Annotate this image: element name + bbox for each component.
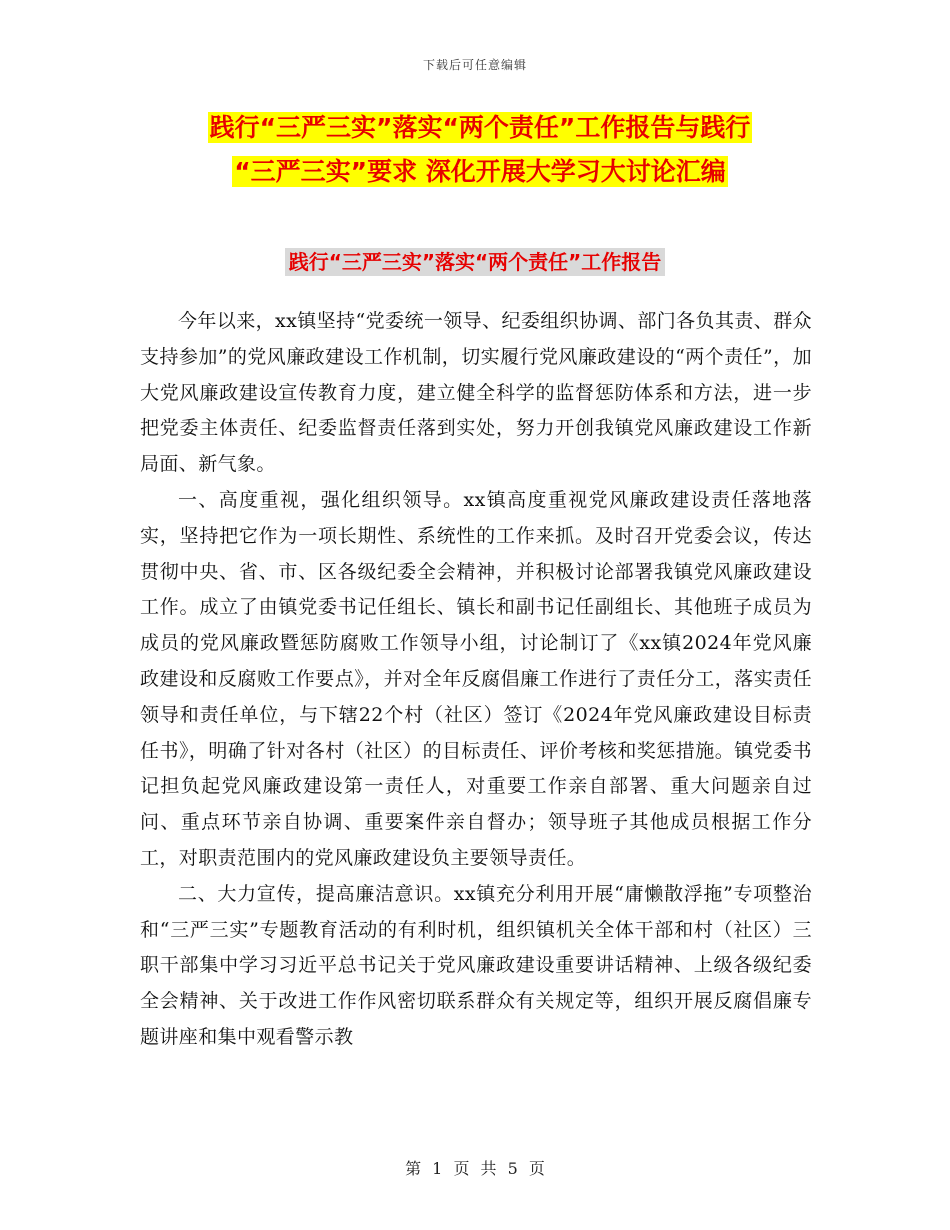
section-title bbox=[0, 246, 950, 278]
page-number: 第 1 页 共 5 页 bbox=[405, 1159, 545, 1178]
document-title bbox=[130, 106, 830, 194]
title-line-1 bbox=[130, 106, 830, 150]
title-line-1-text: 践行“三严三实”落实“两个责任”工作报告与践行 bbox=[209, 113, 751, 142]
section-title-text: 践行“三严三实”落实“两个责任”工作报告 bbox=[285, 248, 666, 276]
paragraph-section-2: 二、大力宣传，提高廉洁意识。xx镇充分利用开展“庸懒散浮拖”专项整治和“三严三实”专题教育活动的有利时机，组织镇机关全体干部和村（社区）三职干部集中学习习近平总书记关于党风廉政建设重要讲话精神、上级各级纪委全会精神、关于改进工作作风密切联系群众有关规定等，组织开展反腐倡廉专题讲座和集中观看警示教 bbox=[140, 882, 812, 1048]
document-body bbox=[140, 304, 812, 1056]
title-line-2-text: “三严三实”要求 深化开展大学习大讨论汇编 bbox=[234, 157, 726, 186]
page-header-note: 下载后可任意编辑 bbox=[422, 58, 527, 72]
paragraph-intro: 今年以来，xx镇坚持“党委统一领导、纪委组织协调、部门各负其责、群众支持参加”的党风廉政建设工作机制，切实履行党风廉政建设的“两个责任”，加大党风廉政建设宣传教育力度，建立健全科学的监督惩防体系和方法，进一步把党委主体责任、纪委监督责任落到实处，努力开创我镇党风廉政建设工作新局面、新气象。 bbox=[140, 310, 812, 476]
paragraph-section-1: 一、高度重视，强化组织领导。xx镇高度重视党风廉政建设责任落地落实，坚持把它作为一项长期性、系统性的工作来抓。及时召开党委会议，传达贯彻中央、省、市、区各级纪委全会精神，并积极讨论部署我镇党风廉政建设工作。成立了由镇党委书记任组长、镇长和副书记任副组长、其他班子成员为成员的党风廉政暨惩防腐败工作领导小组，讨论制订了《xx镇2024年党风廉政建设和反腐败工作要点》，并对全年反腐倡廉工作进行了责任分工，落实责任领导和责任单位，与下辖22个村（社区）签订《2024年党风廉政建设目标责任书》，明确了针对各村（社区）的目标责任、评价考核和奖惩措施。镇党委书记担负起党风廉政建设第一责任人，对重要工作亲自部署、重大问题亲自过问、重点环节亲自协调、重要案件亲自督办；领导班子其他成员根据工作分工，对职责范围内的党风廉政建设负主要领导责任。 bbox=[140, 488, 812, 869]
title-line-2 bbox=[130, 150, 830, 194]
